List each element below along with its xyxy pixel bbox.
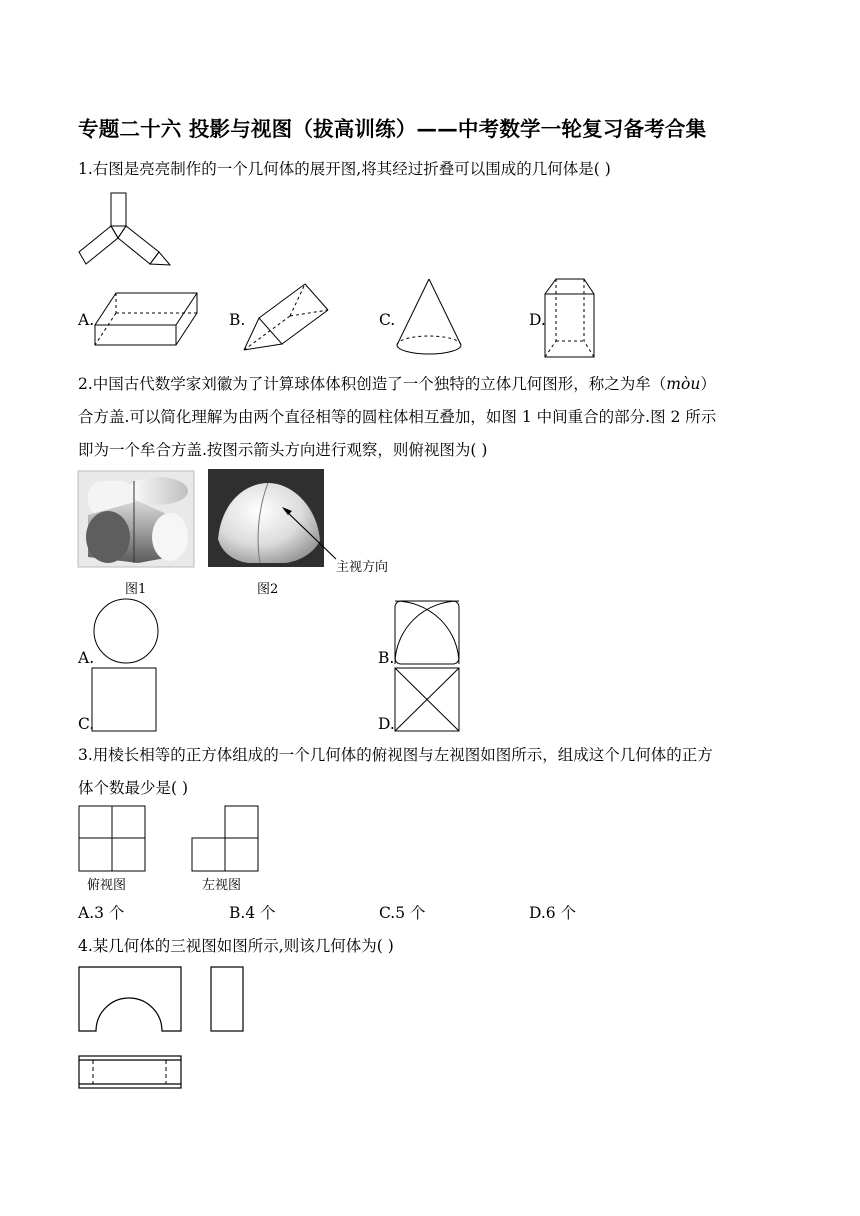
q4-front-view [78, 966, 184, 1034]
q2-option-a-circle [92, 597, 162, 667]
q2-option-c-square [91, 667, 159, 733]
q4-top-view [78, 1055, 184, 1091]
q3-left-view-caption: 左视图 [202, 878, 242, 893]
q3-option-c[interactable]: C.5 个 [379, 904, 426, 922]
q1-option-a-label[interactable]: A. [78, 311, 95, 329]
q2-figure-1-caption: 图1 [125, 582, 147, 597]
q1-option-a-cuboid [94, 289, 204, 349]
question-2-line-2: 合方盖.可以简化理解为由两个直径相等的圆柱体相互叠加，如图 1 中间重合的部分.图 2 所示 [78, 408, 717, 426]
q2-figure-1-cylinders [78, 471, 194, 567]
question-2-line-3: 即为一个牟合方盖.按图示箭头方向进行观察，则俯视图为( ) [78, 441, 488, 459]
q4-side-view [210, 966, 246, 1034]
q1-net-figure [70, 190, 190, 280]
q1-option-b-prism [242, 282, 342, 352]
question-3-line-1: 3.用棱长相等的正方体组成的一个几何体的俯视图与左视图如图所示，组成这个几何体的正方 [78, 746, 713, 764]
q1-option-c-label[interactable]: C. [379, 311, 396, 329]
q1-option-d-label[interactable]: D. [529, 311, 546, 329]
q2-option-d-crossed-square [394, 667, 462, 733]
q1-option-c-cone [394, 276, 464, 356]
q2-arrow-label: 主视方向 [336, 560, 389, 575]
q3-option-d[interactable]: D.6 个 [529, 904, 577, 922]
q2-figure-2-caption: 图2 [257, 582, 279, 597]
question-3-line-2: 体个数最少是( ) [78, 779, 189, 797]
q3-top-view-caption: 俯视图 [87, 878, 127, 893]
q2-option-b-label[interactable]: B. [378, 649, 395, 667]
pinyin-mou: mòu [666, 375, 701, 393]
q2-option-c-label[interactable]: C. [78, 715, 95, 733]
question-2-line-1: 2.中国古代数学家刘徽为了计算球体体积创造了一个独特的立体几何图形，称之为牟（mòu） [78, 375, 716, 393]
q3-option-a[interactable]: A.3 个 [78, 904, 125, 922]
q1-option-b-label[interactable]: B. [229, 311, 246, 329]
question-1-text: 1.右图是亮亮制作的一个几何体的展开图,将其经过折叠可以围成的几何体是( ) [78, 160, 611, 178]
question-4-text: 4.某几何体的三视图如图所示,则该几何体为( ) [78, 937, 394, 955]
q2-option-d-label[interactable]: D. [378, 715, 395, 733]
q3-top-view [78, 805, 148, 873]
q3-left-view [191, 805, 263, 873]
q2-option-a-label[interactable]: A. [78, 649, 95, 667]
q2-option-b-arcs-square [394, 600, 462, 666]
page-title: 专题二十六 投影与视图（拔高训练）——中考数学一轮复习备考合集 [78, 117, 707, 141]
q3-option-b[interactable]: B.4 个 [229, 904, 276, 922]
q1-option-d-prism [544, 277, 604, 359]
